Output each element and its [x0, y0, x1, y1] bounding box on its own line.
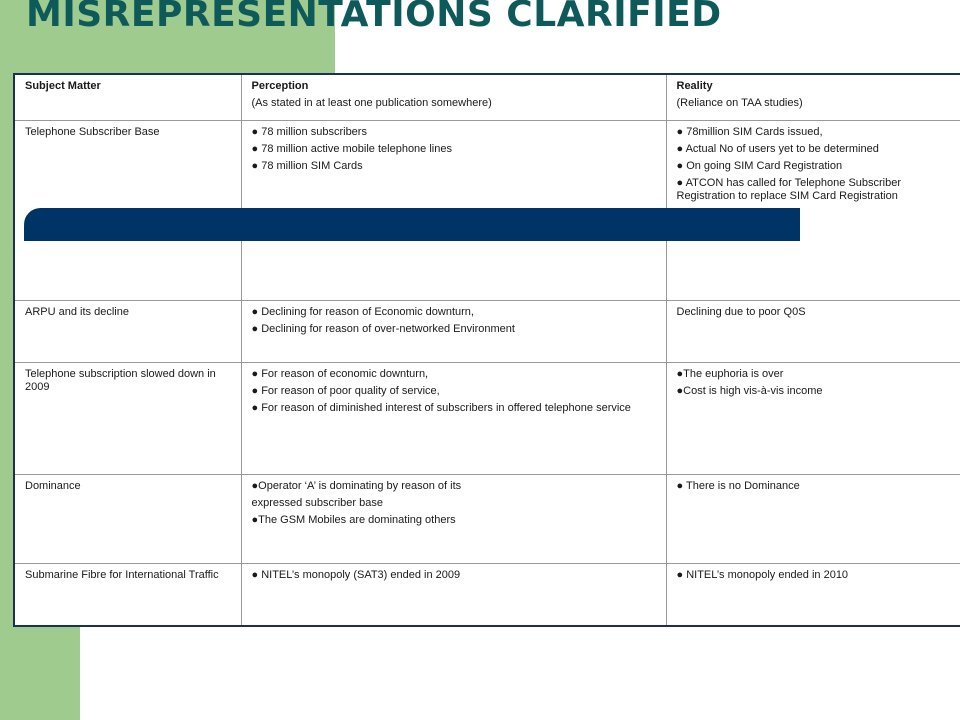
- reality-item: ● There is no Dominance: [676, 480, 800, 492]
- subject-cell: [14, 301, 241, 363]
- perception-item: expressed subscriber base: [251, 497, 383, 509]
- reality-cell: [666, 301, 960, 363]
- perception-item: ● 78 million active mobile telephone lines: [251, 143, 452, 155]
- perception-cell: [241, 301, 666, 363]
- header-reality: [666, 74, 960, 121]
- perception-item: ● For reason of diminished interest of subscribers in offered telephone service: [251, 402, 631, 414]
- header-label: Reality: [676, 80, 713, 92]
- perception-item: ● 78 million SIM Cards: [251, 160, 363, 172]
- header-sublabel: (Reliance on TAA studies): [676, 97, 803, 109]
- perception-item: ● For reason of poor quality of service,: [251, 385, 440, 397]
- perception-item: ● 78 million subscribers: [251, 126, 367, 138]
- subject-cell: [14, 363, 241, 475]
- perception-cell: [241, 475, 666, 564]
- reality-cell: [666, 363, 960, 475]
- reality-item: Declining due to poor Q0S: [676, 306, 806, 318]
- perception-item: ● NITEL’s monopoly (SAT3) ended in 2009: [251, 569, 461, 581]
- reality-item: ● 78million SIM Cards issued,: [676, 126, 823, 138]
- perception-item: ● Declining for reason of over-networked Environment: [251, 323, 515, 335]
- header-sublabel: (As stated in at least one publication somewhere): [251, 97, 492, 109]
- perception-item: ●The GSM Mobiles are dominating others: [251, 514, 456, 526]
- reality-item: ● NITEL’s monopoly ended in 2010: [676, 569, 849, 581]
- header-label: Perception: [251, 80, 309, 92]
- header-label: Subject Matter: [25, 80, 101, 92]
- table-row: [14, 363, 960, 475]
- subject-cell: [14, 564, 241, 626]
- misrepresentations-table: [13, 73, 960, 627]
- perception-cell: [241, 564, 666, 626]
- perception-item: ●Operator ‘A’ is dominating by reason of its: [251, 480, 462, 492]
- reality-item: ●The euphoria is over: [676, 368, 784, 380]
- table-row: [14, 564, 960, 626]
- navy-overlay-bar: [24, 208, 800, 241]
- table-row: [14, 301, 960, 363]
- reality-item: ● ATCON has called for Telephone Subscriber Registration to replace SIM Card Registration: [676, 177, 902, 202]
- perception-item: ● Declining for reason of Economic downturn,: [251, 306, 474, 318]
- perception-item: ● For reason of economic downturn,: [251, 368, 429, 380]
- subject-text: Telephone subscription slowed down in 2009: [25, 368, 216, 393]
- subject-cell: [14, 475, 241, 564]
- subject-text: Submarine Fibre for International Traffic: [25, 569, 219, 581]
- reality-cell: [666, 564, 960, 626]
- header-subject-matter: [14, 74, 241, 121]
- subject-text: Telephone Subscriber Base: [25, 126, 160, 138]
- slide-title: MISREPRESENTATIONS CLARIFIED: [26, 0, 722, 35]
- reality-cell: [666, 475, 960, 564]
- subject-text: Dominance: [25, 480, 81, 492]
- navy-bar-tab: [24, 226, 66, 241]
- reality-item: ● Actual No of users yet to be determined: [676, 143, 879, 155]
- subject-text: ARPU and its decline: [25, 306, 129, 318]
- reality-item: ●Cost is high vis-à-vis income: [676, 385, 823, 397]
- table-row: [14, 475, 960, 564]
- reality-item: ● On going SIM Card Registration: [676, 160, 843, 172]
- table-header-row: [14, 74, 960, 121]
- header-perception: [241, 74, 666, 121]
- perception-cell: [241, 363, 666, 475]
